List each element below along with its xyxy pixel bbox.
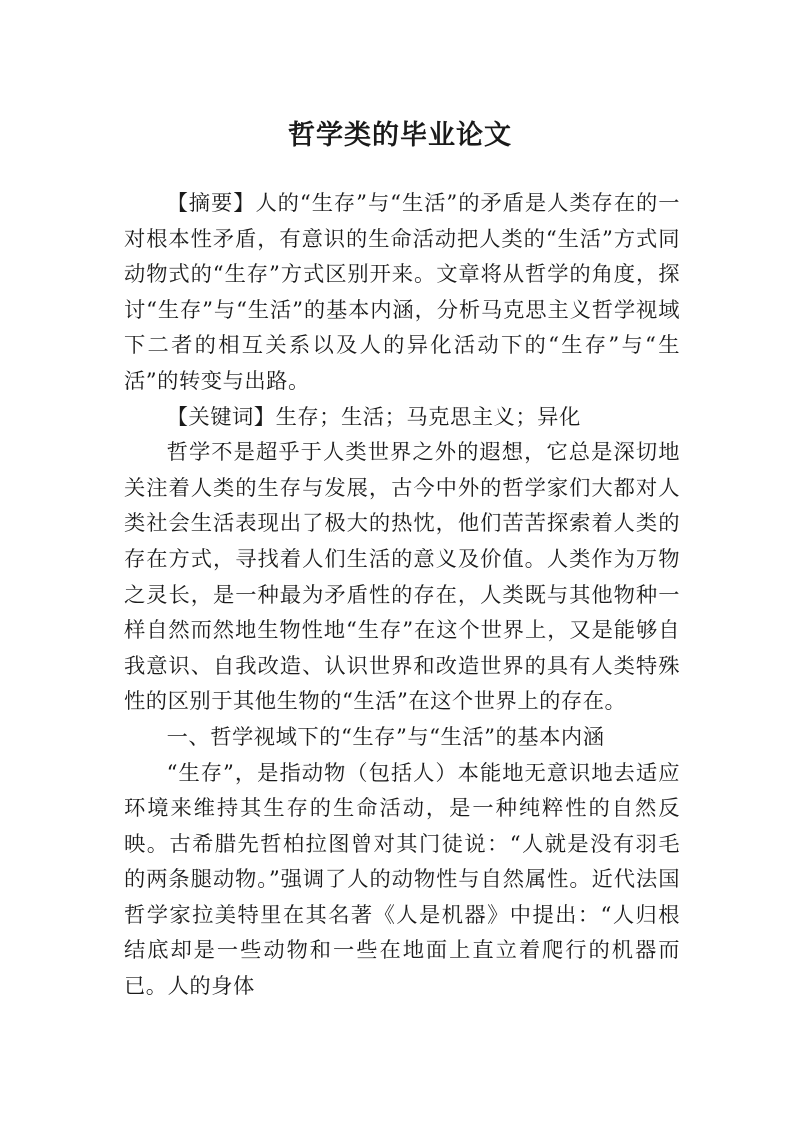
section-heading: 一、哲学视域下的“生存”与“生活”的基本内涵 (166, 724, 605, 750)
keywords-paragraph: 【关键词】生存；生活；马克思主义；异化 (166, 404, 581, 430)
abstract-paragraph: 【摘要】人的“生存”与“生活”的矛盾是人类存在的一对根本性矛盾，有意识的生命活动把人类的“生活”方式同动物式的“生存”方式区别开来。文章将从哲学的角度，探讨“生存”与“生活”的基本内涵，分析马克思主义哲学视域下二者的相互关系以及人的异化活动下的“生存”与“生活”的转变与出路。 (124, 191, 680, 394)
intro-paragraph: 哲学不是超乎于人类世界之外的遐想，它总是深切地关注着人类的生存与发展，古今中外的哲学家们大都对人类社会生活表现出了极大的热忱，他们苦苦探索着人类的存在方式，寻找着人们生活的意义及价值。人类作为万物之灵长，是一种最为矛盾性的存在，人类既与其他物种一样自然而然地生物性地“生存”在这个世界上，又是能够自我意识、自我改造、认识世界和改造世界的具有人类特殊性的区别于其他生物的“生活”在这个世界上的存在。 (124, 440, 680, 715)
document-body (124, 186, 680, 1005)
body-paragraph: “生存”，是指动物（包括人）本能地无意识地去适应环境来维持其生存的生命活动，是一种纯粹性的自然反映。古希腊先哲柏拉图曾对其门徒说：“人就是没有羽毛的两条腿动物。”强调了人的动物性与自然属性。近代法国哲学家拉美特里在其名著《人是机器》中提出：“人归根结底却是一些动物和一些在地面上直立着爬行的机器而已。人的身体 (124, 760, 680, 1000)
document-title: 哲学类的毕业论文 (288, 120, 512, 152)
